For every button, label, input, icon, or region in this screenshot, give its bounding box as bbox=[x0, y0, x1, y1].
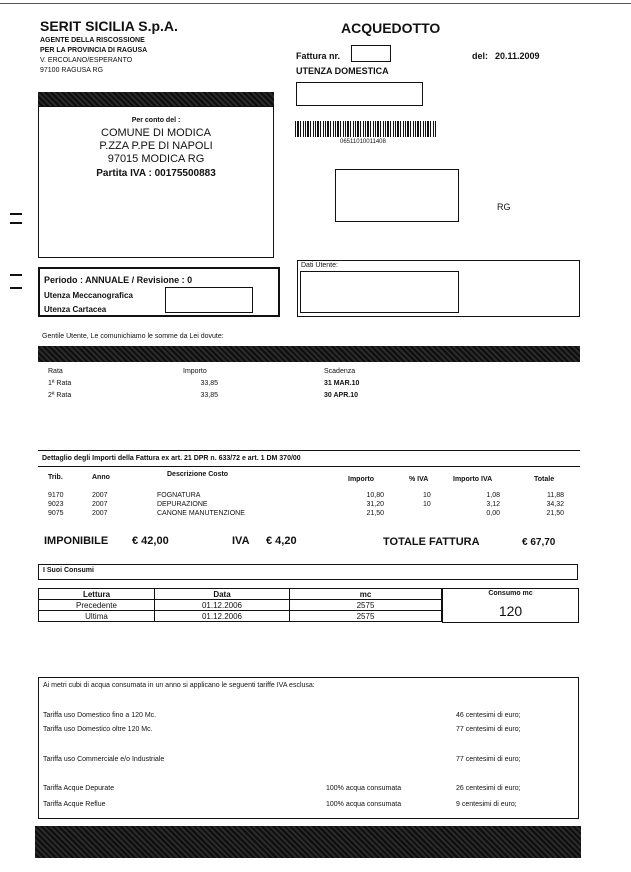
detail-importo: 31,20 bbox=[366, 501, 384, 508]
consumption-header-row bbox=[39, 589, 442, 600]
totale-fattura-label: TOTALE FATTURA bbox=[383, 536, 480, 548]
tariff-label: Tariffa uso Domestico oltre 120 Mc. bbox=[43, 726, 153, 733]
detail-desc: FOGNATURA bbox=[157, 492, 201, 499]
detail-iva-pct: 10 bbox=[423, 501, 431, 508]
utenza-cartacea-label: Utenza Cartacea bbox=[44, 305, 107, 314]
details-header-trib: Trib. bbox=[48, 474, 63, 481]
installment-rata: 2ª Rata bbox=[48, 392, 72, 399]
invoice-number-label: Fattura nr. bbox=[296, 51, 341, 61]
details-header-desc: Descrizione Costo bbox=[167, 471, 229, 478]
consumption-lettura: Precedente bbox=[39, 600, 155, 611]
tariff-note: 100% acqua consumata bbox=[326, 801, 402, 808]
tariff-value: 9 centesimi di euro; bbox=[456, 801, 517, 808]
consumption-lettura: Ultima bbox=[39, 611, 155, 622]
detail-importo: 10,80 bbox=[366, 492, 384, 499]
dati-utente-label: Dati Utente: bbox=[301, 262, 338, 269]
installment-header-importo: Importo bbox=[183, 368, 207, 375]
utenza-type: UTENZA DOMESTICA bbox=[296, 66, 389, 76]
installment-rata: 1ª Rata bbox=[48, 380, 72, 387]
agent-line-2: PER LA PROVINCIA DI RAGUSA bbox=[40, 47, 148, 54]
top-scan-line bbox=[0, 3, 631, 4]
tariff-note: 100% acqua consumata bbox=[326, 785, 402, 792]
utenza-box bbox=[296, 82, 423, 106]
creditor-banner bbox=[38, 92, 274, 106]
details-title-rule bbox=[38, 466, 580, 467]
consumption-title: I Suoi Consumi bbox=[43, 567, 94, 574]
addressee-province: RG bbox=[497, 202, 511, 212]
detail-anno: 2007 bbox=[92, 510, 108, 517]
tariff-label: Tariffa uso Domestico fino a 120 Mc. bbox=[43, 712, 157, 719]
document-title: ACQUEDOTTO bbox=[341, 20, 441, 36]
details-header-totale: Totale bbox=[534, 476, 555, 483]
details-header-anno: Anno bbox=[92, 474, 110, 481]
consumo-header: Consumo mc bbox=[488, 590, 533, 597]
consumption-mc: 2575 bbox=[290, 611, 442, 622]
margin-mark bbox=[10, 222, 22, 224]
barcode-number: 06511010011408 bbox=[340, 139, 386, 145]
company-address: V. ERCOLANO/ESPERANTO bbox=[40, 57, 133, 64]
detail-trib: 9023 bbox=[48, 501, 64, 508]
detail-totale: 34,32 bbox=[546, 501, 564, 508]
tariff-label: Tariffa Acque Depurate bbox=[43, 785, 115, 792]
creditor-address: P.ZZA P.PE DI NAPOLI bbox=[99, 140, 213, 152]
consumption-header-data: Data bbox=[155, 589, 290, 600]
detail-trib: 9075 bbox=[48, 510, 64, 517]
margin-mark bbox=[10, 287, 22, 289]
tariff-label: Tariffa uso Commerciale e/o Industriale bbox=[43, 756, 165, 763]
tariffs-box bbox=[38, 677, 579, 819]
creditor-vat: Partita IVA : 00175500883 bbox=[96, 168, 216, 179]
tariff-value: 77 centesimi di euro; bbox=[456, 756, 521, 763]
installment-header-rata: Rata bbox=[48, 368, 63, 375]
consumo-value: 120 bbox=[498, 603, 523, 619]
consumption-table bbox=[38, 588, 442, 622]
consumption-data: 01.12.2006 bbox=[155, 611, 290, 622]
barcode bbox=[295, 121, 437, 137]
installment-amount: 33,85 bbox=[200, 392, 218, 399]
imponibile-value: € 42,00 bbox=[132, 535, 169, 547]
bottom-banner bbox=[35, 826, 581, 858]
invoice-date: 20.11.2009 bbox=[495, 51, 540, 61]
greeting-text: Gentile Utente, Le comunichiamo le somme da Lei dovute: bbox=[42, 333, 224, 340]
company-city: 97100 RAGUSA RG bbox=[40, 67, 104, 74]
utenza-code-box bbox=[165, 287, 253, 313]
period-text: Periodo : ANNUALE / Revisione : 0 bbox=[44, 275, 193, 285]
amounts-banner bbox=[38, 346, 580, 362]
detail-iva-pct: 10 bbox=[423, 492, 431, 499]
creditor-name: COMUNE DI MODICA bbox=[101, 127, 211, 139]
consumption-header-mc: mc bbox=[290, 589, 442, 600]
details-title: Dettaglio degli Importi della Fattura ex art. 21 DPR n. 633/72 e art. 1 DM 370/00 bbox=[42, 455, 301, 462]
iva-label: IVA bbox=[232, 535, 250, 547]
detail-anno: 2007 bbox=[92, 492, 108, 499]
detail-totale: 21,50 bbox=[546, 510, 564, 517]
tariff-value: 46 centesimi di euro; bbox=[456, 712, 521, 719]
totale-fattura-value: € 67,70 bbox=[522, 537, 556, 548]
detail-importo: 21,50 bbox=[366, 510, 384, 517]
detail-totale: 11,88 bbox=[547, 492, 564, 499]
consumption-data: 01.12.2006 bbox=[155, 600, 290, 611]
installment-due-date: 30 APR.10 bbox=[324, 392, 358, 399]
invoice-date-label: del: bbox=[472, 51, 489, 61]
detail-trib: 9170 bbox=[48, 492, 64, 499]
detail-anno: 2007 bbox=[92, 501, 108, 508]
installment-header-scadenza: Scadenza bbox=[324, 368, 356, 375]
company-name: SERIT SICILIA S.p.A. bbox=[40, 18, 178, 34]
consumption-title-box bbox=[38, 564, 578, 580]
table-row bbox=[39, 611, 442, 622]
detail-iva-amt: 3,12 bbox=[486, 501, 500, 508]
installment-amount: 33,85 bbox=[200, 380, 218, 387]
agent-line-1: AGENTE DELLA RISCOSSIONE bbox=[40, 37, 145, 44]
table-row bbox=[39, 600, 442, 611]
consumption-header-lettura: Lettura bbox=[39, 589, 155, 600]
tariff-label: Tariffa Acque Reflue bbox=[43, 801, 106, 808]
tariff-value: 26 centesimi di euro; bbox=[456, 785, 521, 792]
details-header-iva-amt: Importo IVA bbox=[453, 476, 493, 483]
imponibile-label: IMPONIBILE bbox=[44, 535, 109, 547]
per-conto-label: Per conto del : bbox=[131, 117, 181, 124]
creditor-city: 97015 MODICA RG bbox=[107, 153, 205, 165]
detail-desc: CANONE MANUTENZIONE bbox=[157, 510, 245, 517]
detail-iva-amt: 0,00 bbox=[486, 510, 500, 517]
details-header-importo: Importo bbox=[348, 476, 375, 483]
installment-due-date: 31 MAR.10 bbox=[324, 380, 360, 387]
margin-mark bbox=[10, 274, 22, 276]
tariffs-intro: Ai metri cubi di acqua consumata in un anno si applicano le seguenti tariffe IVA esclusa: bbox=[43, 682, 315, 689]
detail-iva-amt: 1,08 bbox=[486, 492, 500, 499]
tariff-value: 77 centesimi di euro; bbox=[456, 726, 521, 733]
dati-utente-inner-box bbox=[300, 271, 459, 313]
details-top-rule bbox=[38, 450, 580, 451]
invoice-number-box bbox=[351, 45, 391, 62]
iva-value: € 4,20 bbox=[266, 535, 297, 547]
addressee-box bbox=[335, 169, 459, 222]
consumption-mc: 2575 bbox=[290, 600, 442, 611]
details-header-iva-pct: % IVA bbox=[409, 476, 429, 483]
margin-mark bbox=[10, 213, 22, 215]
utenza-meccanografica-label: Utenza Meccanografica bbox=[44, 291, 133, 300]
detail-desc: DEPURAZIONE bbox=[157, 501, 208, 508]
